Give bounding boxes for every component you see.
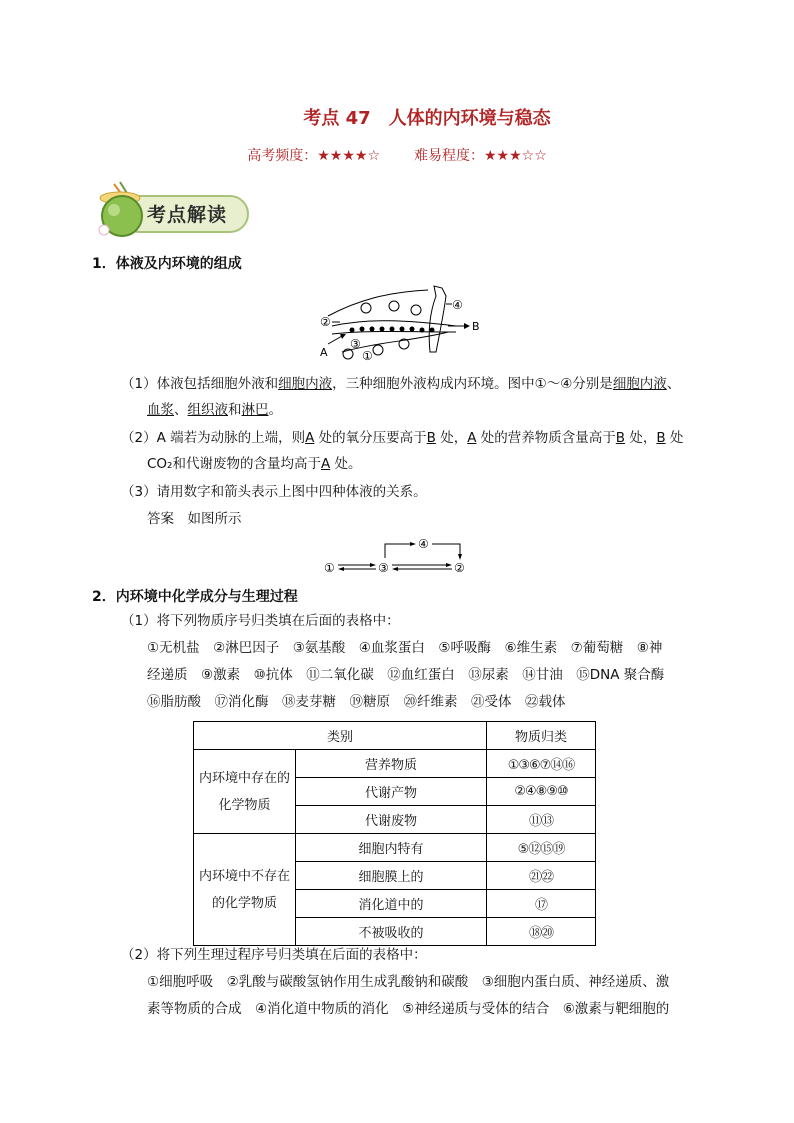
text: 处的营养物质含量高于 <box>476 430 616 446</box>
answer-text: 血浆 <box>147 402 174 418</box>
group-absent: 内环境中不存在的化学物质 <box>194 834 296 946</box>
table-row <box>194 750 596 778</box>
header-classification: 物质归类 <box>487 722 596 750</box>
classification-table <box>193 721 596 946</box>
label-4: ④ <box>452 298 463 312</box>
text: 处， <box>435 430 468 446</box>
answer-text: 淋巴 <box>241 402 269 418</box>
answer-text: B <box>615 430 626 446</box>
text: ，三种细胞外液构成内环境。图中①～④分别是 <box>332 376 613 392</box>
relationship-arrows <box>322 536 472 576</box>
answer-cell: ⑱⑳ <box>487 918 596 946</box>
text: 和 <box>228 402 242 418</box>
node-3: ③ <box>378 561 389 575</box>
page-title: 考点 47 人体的内环境与稳态 <box>303 108 551 129</box>
section-2-heading: 2．内环境中化学成分与生理过程 <box>92 589 298 605</box>
badge-text: 考点解读 <box>147 204 228 226</box>
frequency-label: 高考频度： <box>247 148 318 164</box>
fluid-relationship-diagram <box>322 536 472 576</box>
substance-list-line-1: ①无机盐 ②淋巴因子 ③氨基酸 ④血浆蛋白 ⑤呼吸酶 ⑥维生素 ⑦葡萄糖 ⑧神 <box>147 640 663 656</box>
label-2: ② <box>320 315 331 329</box>
process-list-line-1: ①细胞呼吸 ②乳酸与碳酸氢钠作用生成乳酸钠和碳酸 ③细胞内蛋白质、神经递质、激 <box>147 974 670 990</box>
question-2: （2）将下列生理过程序号归类填在后面的表格中： <box>121 947 427 963</box>
node-1: ① <box>324 561 335 575</box>
text: 处的氧分压要高于 <box>314 430 427 446</box>
answer-line: 答案 如图所示 <box>147 511 242 527</box>
answer-text: 细胞内液 <box>278 376 333 392</box>
answer-text: A <box>467 430 477 446</box>
substance-list-line-2: 经递质 ⑨激素 ⑩抗体 ⑪二氧化碳 ⑫血红蛋白 ⑬尿素 ⑭甘油 ⑮DNA 聚合酶 <box>147 667 665 683</box>
text: 、 <box>666 376 681 392</box>
answer-cell: ①③⑥⑦⑭⑯ <box>487 750 596 778</box>
answer-cell: ㉑㉒ <box>487 862 596 890</box>
question-1: （1）将下列物质序号归类填在后面的表格中： <box>121 613 400 629</box>
subcategory: 营养物质 <box>296 750 487 778</box>
answer-text: A <box>320 456 331 472</box>
answer-cell: ⑪⑬ <box>487 806 596 834</box>
label-B: B <box>472 320 480 333</box>
subcategory: 细胞膜上的 <box>296 862 487 890</box>
label-A: A <box>320 346 328 359</box>
node-4: ④ <box>418 537 429 551</box>
answer-text: A <box>305 430 315 446</box>
text: 处。 <box>330 456 362 472</box>
frequency-stars: ★★★★☆ <box>317 148 380 164</box>
node-2: ② <box>454 561 465 575</box>
text: 、 <box>174 402 188 418</box>
answer-cell: ⑤⑫⑮⑲ <box>487 834 596 862</box>
paragraph-2 <box>121 425 721 477</box>
text: 。 <box>268 402 282 418</box>
table-row <box>194 834 596 862</box>
subcategory: 消化道中的 <box>296 890 487 918</box>
label-1: ① <box>362 349 373 363</box>
capillary-diagram <box>318 282 478 366</box>
section-badge <box>92 178 252 240</box>
subcategory: 代谢废物 <box>296 806 487 834</box>
group-present: 内环境中存在的化学物质 <box>194 750 296 834</box>
body-fluid-diagram <box>318 282 478 366</box>
paragraph-1 <box>121 371 711 423</box>
answer-text: B <box>656 430 666 446</box>
difficulty-label: 难易程度： <box>414 148 484 164</box>
header-category: 类别 <box>194 722 487 750</box>
answer-text: 细胞内液 <box>612 376 667 392</box>
text: 处 <box>665 430 684 446</box>
answer-text: 组织液 <box>187 402 228 418</box>
answer-cell: ⑰ <box>487 890 596 918</box>
text: 处， <box>625 430 657 446</box>
section-1-heading: 1．体液及内环境的组成 <box>92 256 242 272</box>
text: CO₂和代谢废物的含量均高于 <box>147 456 321 472</box>
difficulty-line <box>0 145 794 165</box>
substance-list-line-3: ⑯脂肪酸 ⑰消化酶 ⑱麦芽糖 ⑲糖原 ⑳纤维素 ㉑受体 ㉒载体 <box>147 694 566 710</box>
label-3: ③ <box>350 337 361 351</box>
text: （1）体液包括细胞外液和 <box>121 376 279 392</box>
subcategory: 不被吸收的 <box>296 918 487 946</box>
text: （2）A 端若为动脉的上端，则 <box>121 430 306 446</box>
table-header-row <box>194 722 596 750</box>
subcategory: 细胞内特有 <box>296 834 487 862</box>
answer-cell: ②④⑧⑨⑩ <box>487 778 596 806</box>
difficulty-stars: ★★★☆☆ <box>484 148 547 164</box>
answer-text: B <box>426 430 436 446</box>
paragraph-3: （3）请用数字和箭头表示上图中四种体液的关系。 <box>121 484 427 500</box>
process-list-line-2: 素等物质的合成 ④消化道中物质的消化 ⑤神经递质与受体的结合 ⑥激素与靶细胞的 <box>147 1001 670 1017</box>
subcategory: 代谢产物 <box>296 778 487 806</box>
